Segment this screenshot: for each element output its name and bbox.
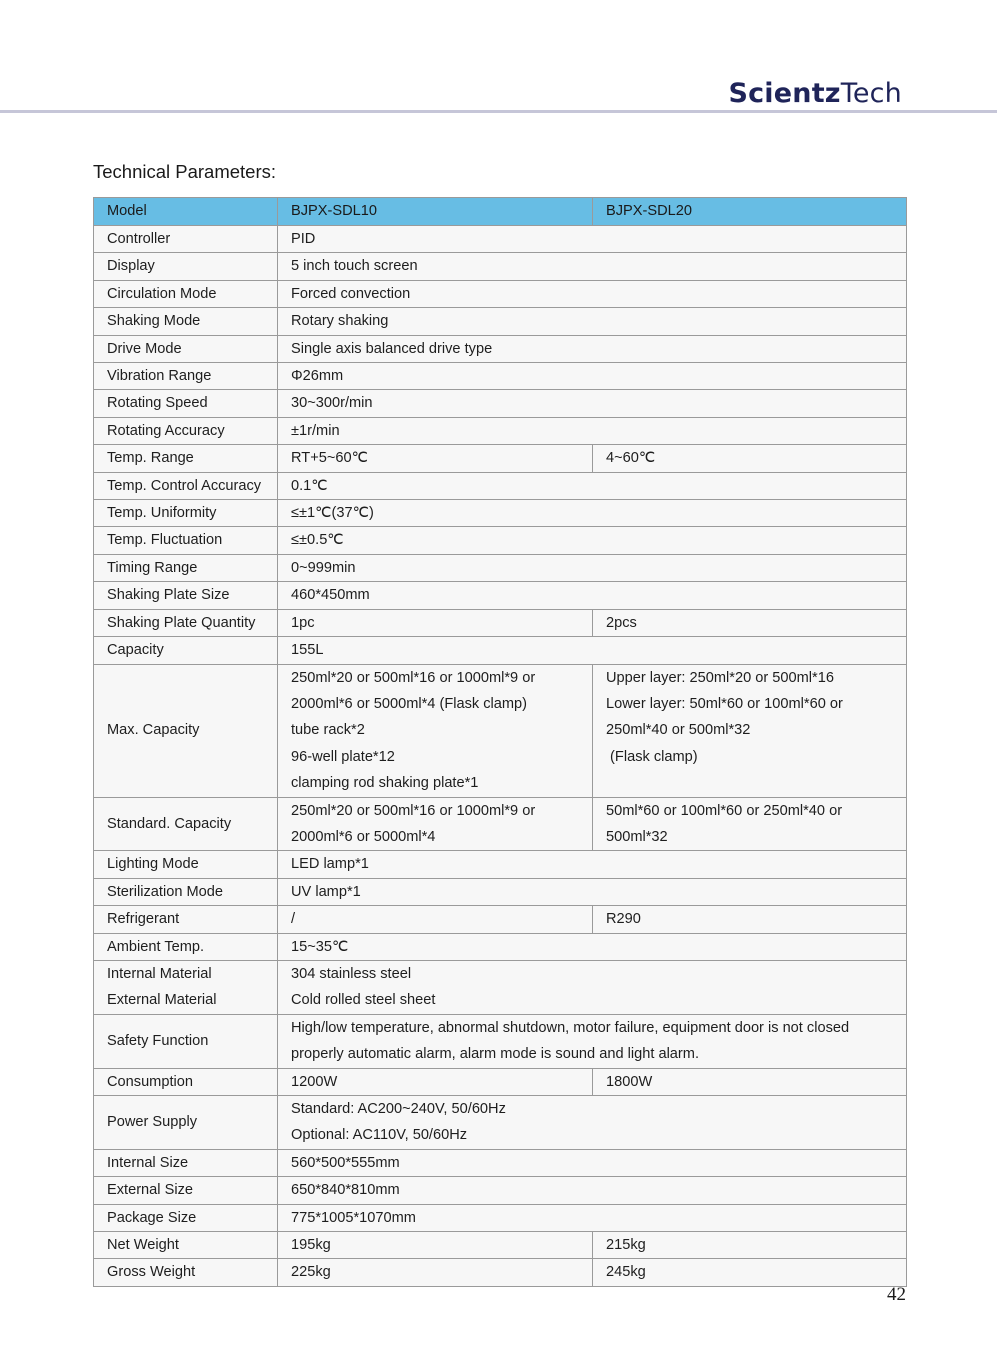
- row-label: Max. Capacity: [94, 664, 278, 797]
- row-value-b: 4~60℃: [593, 445, 907, 472]
- table-row: [94, 906, 907, 933]
- brand-logo: [728, 78, 902, 109]
- row-value-a: [278, 664, 593, 797]
- row-label: Circulation Mode: [94, 280, 278, 307]
- row-label: Power Supply: [94, 1096, 278, 1150]
- header-divider: [0, 110, 997, 113]
- table-row: [94, 1259, 907, 1286]
- table-row: [94, 280, 907, 307]
- row-value-b: 2pcs: [593, 609, 907, 636]
- row-value: Single axis balanced drive type: [278, 335, 907, 362]
- cell-line: 2000ml*6 or 5000ml*4 (Flask clamp): [291, 695, 528, 712]
- row-label: Shaking Mode: [94, 308, 278, 335]
- cell-line: Standard: AC200~240V, 50/60Hz: [291, 1101, 506, 1117]
- header-cell-model-b: BJPX-SDL20: [593, 198, 907, 226]
- table-row: [94, 1068, 907, 1095]
- row-value-b: 1800W: [593, 1068, 907, 1095]
- row-label: Drive Mode: [94, 335, 278, 362]
- row-label: Package Size: [94, 1204, 278, 1231]
- row-label: Standard. Capacity: [94, 797, 278, 851]
- row-label: Refrigerant: [94, 906, 278, 933]
- cell-line: Internal Material: [107, 965, 212, 982]
- table-row: [94, 554, 907, 581]
- row-value: PID: [278, 226, 907, 253]
- row-value-b: [593, 797, 907, 851]
- table-row: [94, 1204, 907, 1231]
- cell-line: External Material: [107, 992, 217, 1009]
- header-cell-model: Model: [94, 198, 278, 226]
- row-value: 650*840*810mm: [278, 1177, 907, 1204]
- table-row: [94, 226, 907, 253]
- table-row: [94, 878, 907, 905]
- cell-line: 250ml*20 or 500ml*16 or 1000ml*9 or: [291, 802, 536, 819]
- row-value: 560*500*555mm: [278, 1149, 907, 1176]
- row-label: Internal Size: [94, 1149, 278, 1176]
- row-value-a: [278, 797, 593, 851]
- row-value: ≤±0.5℃: [278, 527, 907, 554]
- cell-line: 50ml*60 or 100ml*60 or 250ml*40 or: [606, 802, 843, 819]
- table-row: [94, 582, 907, 609]
- row-label: Timing Range: [94, 554, 278, 581]
- row-label: Temp. Control Accuracy: [94, 472, 278, 499]
- row-value-a: 195kg: [278, 1232, 593, 1259]
- row-value-b: [593, 664, 907, 797]
- row-label: Controller: [94, 226, 278, 253]
- table-row: [94, 445, 907, 472]
- table-row: [94, 363, 907, 390]
- row-label: Vibration Range: [94, 363, 278, 390]
- cell-line: 250ml*40 or 500ml*32: [606, 722, 751, 739]
- table-row: [94, 527, 907, 554]
- table-row: [94, 1096, 907, 1150]
- row-label: Lighting Mode: [94, 851, 278, 878]
- table-row: [94, 1232, 907, 1259]
- row-value: 155L: [278, 637, 907, 664]
- row-value-a: 1pc: [278, 609, 593, 636]
- row-label: Gross Weight: [94, 1259, 278, 1286]
- row-value: ≤±1℃(37℃): [278, 500, 907, 527]
- row-value: 5 inch touch screen: [278, 253, 907, 280]
- table-row: [94, 797, 907, 851]
- row-value: 30~300r/min: [278, 390, 907, 417]
- table-row: [94, 960, 907, 1014]
- cell-line: 500ml*32: [606, 828, 668, 845]
- row-value: [278, 1096, 907, 1150]
- row-label: Temp. Range: [94, 445, 278, 472]
- row-value: LED lamp*1: [278, 851, 907, 878]
- cell-line: (Flask clamp): [606, 748, 698, 765]
- row-value: 0~999min: [278, 554, 907, 581]
- table-row: [94, 500, 907, 527]
- row-label: Capacity: [94, 637, 278, 664]
- cell-line: Upper layer: 250ml*20 or 500ml*16: [606, 669, 834, 686]
- row-label: Rotating Speed: [94, 390, 278, 417]
- row-label: [94, 960, 278, 1014]
- page-number: 42: [887, 1284, 906, 1305]
- brand-logo-regular: Tech: [840, 78, 902, 109]
- row-value-a: /: [278, 906, 593, 933]
- table-row: [94, 1149, 907, 1176]
- row-label: Ambient Temp.: [94, 933, 278, 960]
- row-value-b: 215kg: [593, 1232, 907, 1259]
- row-label: Consumption: [94, 1068, 278, 1095]
- row-value: Forced convection: [278, 280, 907, 307]
- row-value-a: RT+5~60℃: [278, 445, 593, 472]
- table-row: [94, 253, 907, 280]
- table-row: [94, 933, 907, 960]
- cell-line: Lower layer: 50ml*60 or 100ml*60 or: [606, 695, 843, 712]
- table-row: [94, 472, 907, 499]
- table-row: [94, 390, 907, 417]
- brand-logo-bold: Scientz: [728, 78, 841, 109]
- table-row: [94, 664, 907, 797]
- section-title: Technical Parameters:: [93, 161, 277, 182]
- row-label: Temp. Uniformity: [94, 500, 278, 527]
- cell-line: properly automatic alarm, alarm mode is sound and light alarm.: [291, 1046, 699, 1063]
- table-row: [94, 1177, 907, 1204]
- row-value-b: R290: [593, 906, 907, 933]
- row-value: 0.1℃: [278, 472, 907, 499]
- header-cell-model-a: BJPX-SDL10: [278, 198, 593, 226]
- row-value: [278, 1014, 907, 1068]
- cell-line: 96-well plate*12: [291, 748, 395, 765]
- row-label: Net Weight: [94, 1232, 278, 1259]
- row-value: Rotary shaking: [278, 308, 907, 335]
- row-value: Φ26mm: [278, 363, 907, 390]
- cell-line: 2000ml*6 or 5000ml*4: [291, 828, 436, 845]
- row-value: ±1r/min: [278, 417, 907, 444]
- table-row: [94, 308, 907, 335]
- cell-line: Cold rolled steel sheet: [291, 992, 436, 1009]
- cell-line: clamping rod shaking plate*1: [291, 775, 479, 792]
- row-value: [278, 960, 907, 1014]
- row-value: 15~35℃: [278, 933, 907, 960]
- row-label: Rotating Accuracy: [94, 417, 278, 444]
- row-label: Shaking Plate Quantity: [94, 609, 278, 636]
- table-header-row: [94, 198, 907, 226]
- row-value-a: 1200W: [278, 1068, 593, 1095]
- table-row: [94, 335, 907, 362]
- cell-line: 304 stainless steel: [291, 965, 412, 982]
- row-label: Safety Function: [94, 1014, 278, 1068]
- row-label: Display: [94, 253, 278, 280]
- technical-parameters-table: [93, 197, 907, 1287]
- row-value-b: 245kg: [593, 1259, 907, 1286]
- table-row: [94, 637, 907, 664]
- row-label: Temp. Fluctuation: [94, 527, 278, 554]
- row-label: Shaking Plate Size: [94, 582, 278, 609]
- row-value: 460*450mm: [278, 582, 907, 609]
- table-row: [94, 417, 907, 444]
- row-value: 775*1005*1070mm: [278, 1204, 907, 1231]
- cell-line: 250ml*20 or 500ml*16 or 1000ml*9 or: [291, 669, 536, 686]
- table-row: [94, 1014, 907, 1068]
- row-value-a: 225kg: [278, 1259, 593, 1286]
- cell-line: tube rack*2: [291, 722, 365, 739]
- cell-line: High/low temperature, abnormal shutdown, motor failure, equipment door is not closed: [291, 1019, 850, 1036]
- cell-line: Optional: AC110V, 50/60Hz: [291, 1127, 468, 1144]
- table-row: [94, 851, 907, 878]
- row-label: Sterilization Mode: [94, 878, 278, 905]
- row-value: UV lamp*1: [278, 878, 907, 905]
- table-row: [94, 609, 907, 636]
- row-label: External Size: [94, 1177, 278, 1204]
